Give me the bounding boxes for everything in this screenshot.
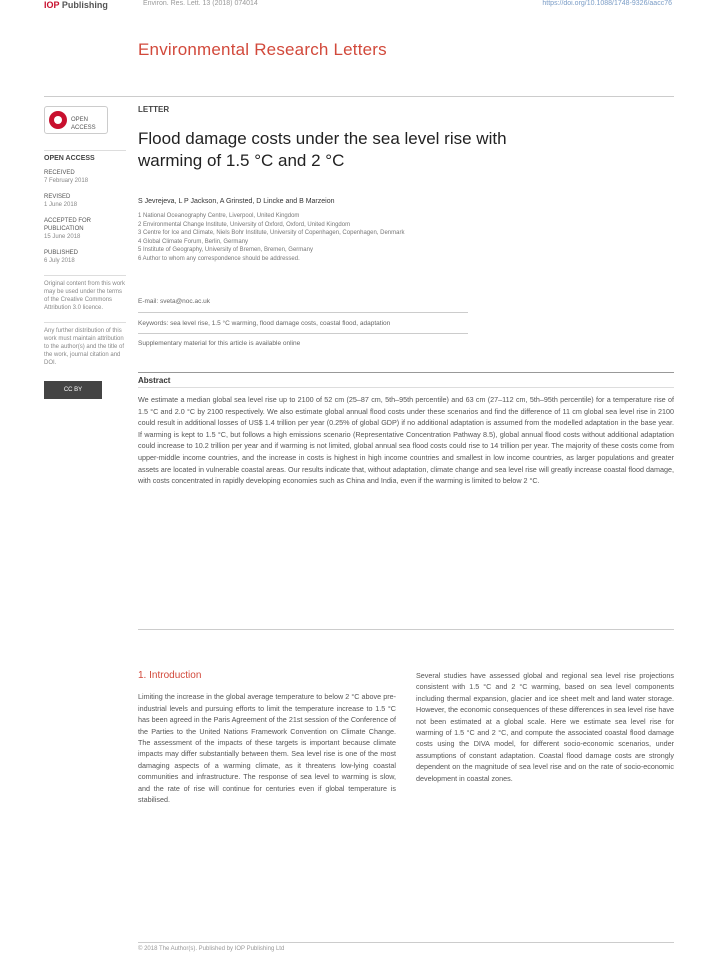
date-label: ACCEPTED FOR PUBLICATION: [44, 218, 92, 232]
body-column-left: [138, 670, 396, 805]
supplementary-note[interactable]: Supplementary material for this article is available online: [138, 340, 301, 347]
affiliation: 2 Environmental Change Institute, University of Oxford, Oxford, United Kingdom: [138, 221, 351, 228]
license-note: Original content from this work may be used under the terms of the Creative Commons Attribution 3.0 licence.: [44, 275, 126, 312]
body-column-right: [416, 670, 674, 784]
publisher-logo[interactable]: [44, 0, 108, 10]
cc-by-license-icon[interactable]: CC BY: [44, 381, 102, 399]
intro-paragraph-continued: Several studies have assessed global and regional sea level rise projections consistent with 1.5 °C and 2 °C warming, based on sea level components including thermal expansion, glacier and ice sheet melt and land water storage. However, the economic consequences of these differences in sea level rise have not been estimated at a global scale. Here we estimate sea level rise for warming of 1.5 °C and 2 °C, and compute the associated coastal flood damage costs using the DIVA model, for different socio-economic scenarios, under assumptions of constant adaptation. Coastal flood damage costs are strongly dependent on the magnitude of sea level rise and on the rate of socio-economic development in coastal zones.: [416, 671, 674, 783]
intro-paragraph: Limiting the increase in the global average temperature to below 2 °C above pre-industrial levels and pursuing efforts to limit the temperature increase to 1.5 °C has been agreed in the Paris Agreement of the 21st session of the Conference of the Parties to the United Nations Framework Convention on Climate Change. The assessment of the impacts of these targets is important because climate impacts may differ substantially between them. Sea level rise is one of the most damaging aspects of a warming climate, as it threatens low-lying coastal communities and infrastructure. The response of sea level to warming is slow, and the rate of rise will continue for centuries even if global temperature is stabilised.: [138, 692, 396, 805]
abstract-heading: Abstract: [138, 373, 674, 388]
abstract: [138, 372, 674, 630]
date-published: [44, 249, 126, 265]
publisher-prefix: IOP: [44, 0, 60, 10]
affiliations: [138, 212, 678, 263]
corresponding-email[interactable]: E-mail: sveta@noc.ac.uk: [138, 298, 210, 305]
sidebar: [44, 106, 126, 399]
affiliation: 1 National Oceanography Centre, Liverpool, United Kingdom: [138, 213, 300, 219]
date-label: REVISED: [44, 194, 71, 200]
open-access-badge[interactable]: [44, 106, 108, 134]
article-title: Flood damage costs under the sea level rise with warming of 1.5 °C and 2 °C: [138, 129, 507, 170]
affiliation: 5 Institute of Geography, University of Bremen, Bremen, Germany: [138, 247, 313, 253]
doi-link[interactable]: https://doi.org/10.1088/1748-9326/aacc76: [542, 0, 672, 7]
date-label: RECEIVED: [44, 170, 75, 176]
journal-title[interactable]: Environmental Research Letters: [138, 40, 387, 59]
attribution-note: Any further distribution of this work must maintain attribution to the author(s) and the title of the work, journal citation and DOI.: [44, 322, 126, 367]
citation: Environ. Res. Lett. 13 (2018) 074014: [143, 0, 258, 7]
date-value: 7 February 2018: [44, 178, 89, 184]
author-list[interactable]: S Jevrejeva, L P Jackson, A Grinsted, D Lincke and B Marzeion: [138, 198, 335, 205]
meta-divider: [138, 333, 468, 334]
date-revised: [44, 193, 126, 209]
open-access-icon: [49, 111, 67, 129]
date-value: 15 June 2018: [44, 234, 81, 240]
copyright-footer: © 2018 The Author(s). Published by IOP Publishing Ltd: [138, 946, 285, 952]
abstract-text: We estimate a median global sea level rise up to 2100 of 52 cm (25–87 cm, 5th–95th percentile) and 63 cm (27–112 cm, 5th–95th percentile) for a temperature rise of 1.5 °C and 2.0 °C by 2100 respectively. We also estimate global annual flood costs under these scenarios and find the difference of 11 cm global sea level rise in 2100 could result in additional losses of US$ 1.4 trillion per year (0.25% of global GDP) if no additional adaptation is assumed from the modelled adaptation in the base year. If warming is kept to 1.5 °C, but follows a high emissions scenario (Representative Concentration Pathway 8.5), global annual flood costs without additional adaptation could increase to 10.2 trillion per year and if warming is not limited, global annual sea flood costs could rise to 14 trillion per year. The majority of these costs come from upper-middle income countries, and the increase in costs is highest in high income countries and smallest in low income countries, as larger populations and greater assets are located in vulnerable coastal areas. Our results indicate that, without adaptation, climate change and sea level rise will greatly increase coastal flood damage, with costs concentrated in rapidly developing economies such as China and India, even if the warming is limited to below 2 °C.: [138, 395, 674, 486]
date-received: [44, 169, 126, 185]
top-bar: [0, 0, 720, 14]
publisher-suffix: Publishing: [61, 0, 108, 10]
footer-divider: [138, 942, 674, 943]
article-type: LETTER: [138, 105, 170, 114]
date-label: PUBLISHED: [44, 250, 79, 256]
sidebar-heading: OPEN ACCESS: [44, 150, 126, 163]
section-heading-introduction: 1. Introduction: [138, 670, 202, 681]
keywords: Keywords: sea level rise, 1.5 °C warming, flood damage costs, coastal flood, adaptation: [138, 320, 391, 327]
date-value: 6 July 2018: [44, 258, 75, 264]
affiliation: 4 Global Climate Forum, Berlin, Germany: [138, 238, 249, 245]
open-access-badge-label: OPEN ACCESS: [71, 117, 96, 131]
date-value: 1 June 2018: [44, 202, 78, 208]
date-accepted: [44, 217, 126, 241]
meta-divider: [138, 312, 468, 313]
affiliation: 6 Author to whom any correspondence should be addressed.: [138, 255, 300, 262]
affiliation: 3 Centre for Ice and Climate, Niels Bohr Institute, University of Copenhagen, Copenhagen, Denmark: [138, 230, 405, 236]
header-divider: [44, 96, 674, 97]
